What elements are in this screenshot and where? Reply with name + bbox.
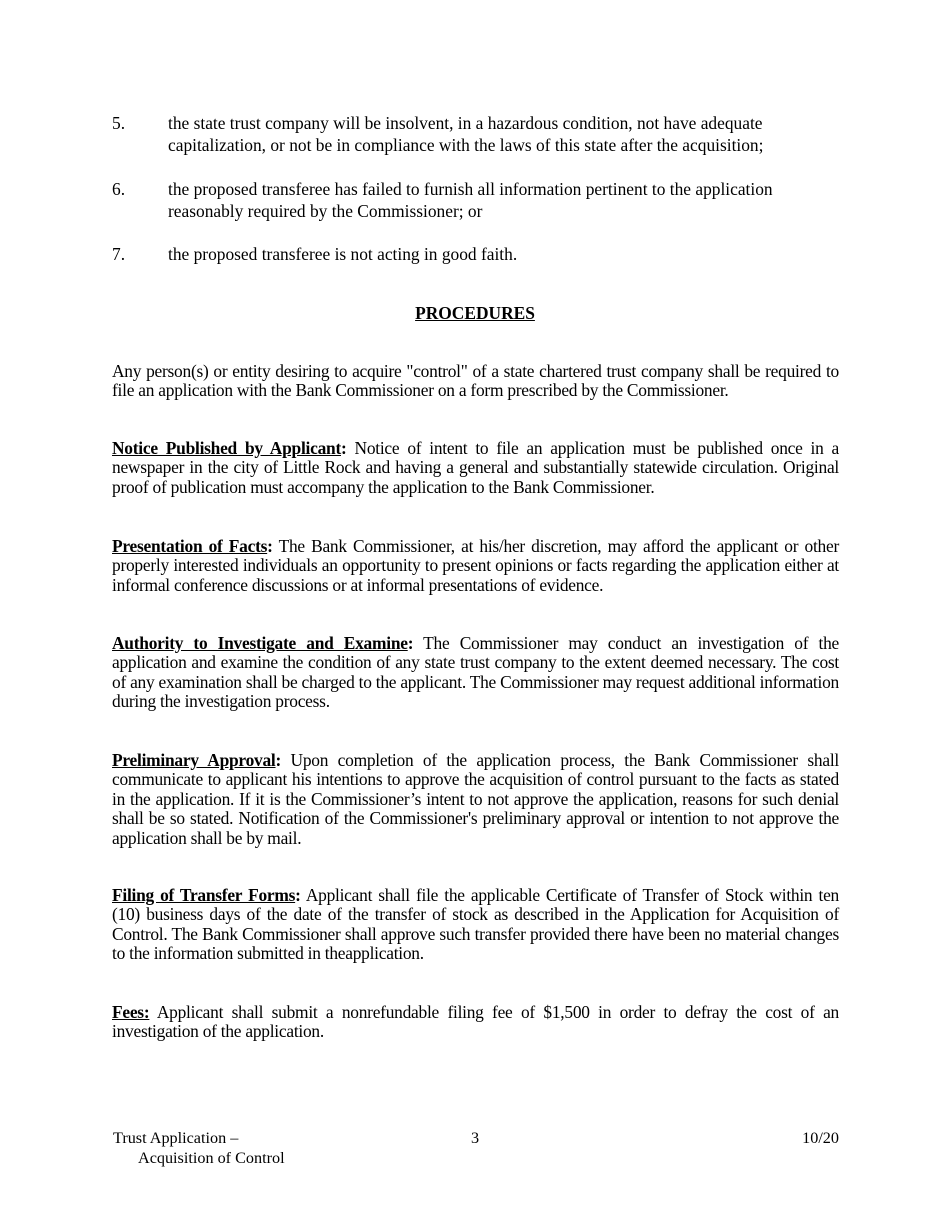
section-body: Notice of intent to file an application must be published once in a newspaper in the city of Little Rock and having a general and substantially statewide circulation. Original proof of publication must accompany the application to the Bank Commissioner. [112,438,839,497]
list-item-text: the proposed transferee is not acting in good faith. [168,244,518,264]
notice-published-section [112,439,839,497]
section-title-colon: : [267,536,273,556]
list-item-text: the proposed transferee has failed to furnish all information pertinent to the application reasonably required by the Commissioner; or [168,179,773,221]
section-title-colon: : [275,750,282,770]
list-item-number: 6. [112,179,126,199]
page-number: 3 [470,1129,480,1147]
section-title: Filing of Transfer Forms [112,885,296,905]
section-body: Applicant shall file the applicable Certificate of Transfer of Stock within ten (10) business days of the date of the transfer of stock as described in the Application for Acquisition of Control. The Bank Commissioner shall approve such transfer provided there have been no material changes to the information submitted in theapplication. [112,885,839,964]
footer-date: 10/20 [802,1129,839,1147]
section-title-colon: : [295,885,301,905]
section-title: Notice Published by Applicant [112,438,341,458]
footer-title-line2: Acquisition of Control [138,1149,285,1167]
list-item-text: the state trust company will be insolvent, in a hazardous condition, not have adequate capitalization, or not be in compliance with the laws of this state after the acquisition; [168,113,764,155]
authority-to-investigate-section [112,634,839,712]
section-title: Preliminary Approval [112,750,276,770]
footer-title-line1: Trust Application – [113,1129,239,1147]
fees-section [112,1003,839,1042]
section-heading: PROCEDURES [415,303,535,323]
list-item-number: 7. [112,244,126,264]
section-body: Upon completion of the application process, the Bank Commissioner shall communicate to applicant his intentions to approve the acquisition of control pursuant to the facts as stated in the application. If it is the Commissioner’s intent to not approve the application, reasons for such denial shall be so stated. Notification of the Commissioner's preliminary approval or intention to not approve the application shall be by mail. [112,750,839,848]
presentation-of-facts-section [112,537,839,595]
section-body: The Commissioner may conduct an investigation of the application and examine the condition of any state trust company to the extent deemed necessary. The cost of any examination shall be charged to the applicant. The Commissioner may request additional information during the investigation process. [112,633,839,712]
section-title-colon: : [341,438,347,458]
section-title: Presentation of Facts [112,536,268,556]
filing-of-transfer-forms-section [112,886,839,964]
section-title: Authority to Investigate and Examine [112,633,408,653]
list-item-number: 5. [112,113,126,133]
section-title-colon: : [407,633,414,653]
section-body: Applicant shall submit a nonrefundable filing fee of $1,500 in order to defray the cost of an investigation of the application. [112,1002,839,1042]
intro-paragraph: Any person(s) or entity desiring to acquire "control" of a state chartered trust company shall be required to file an application with the Bank Commissioner on a form prescribed by the Commissioner. [112,361,839,401]
section-body: The Bank Commissioner, at his/her discretion, may afford the applicant or other properly interested individuals an opportunity to present opinions or facts regarding the application either at informal conference discussions or at informal presentations of evidence. [112,536,839,595]
section-title: Fees: [112,1002,150,1022]
preliminary-approval-section [112,751,839,848]
